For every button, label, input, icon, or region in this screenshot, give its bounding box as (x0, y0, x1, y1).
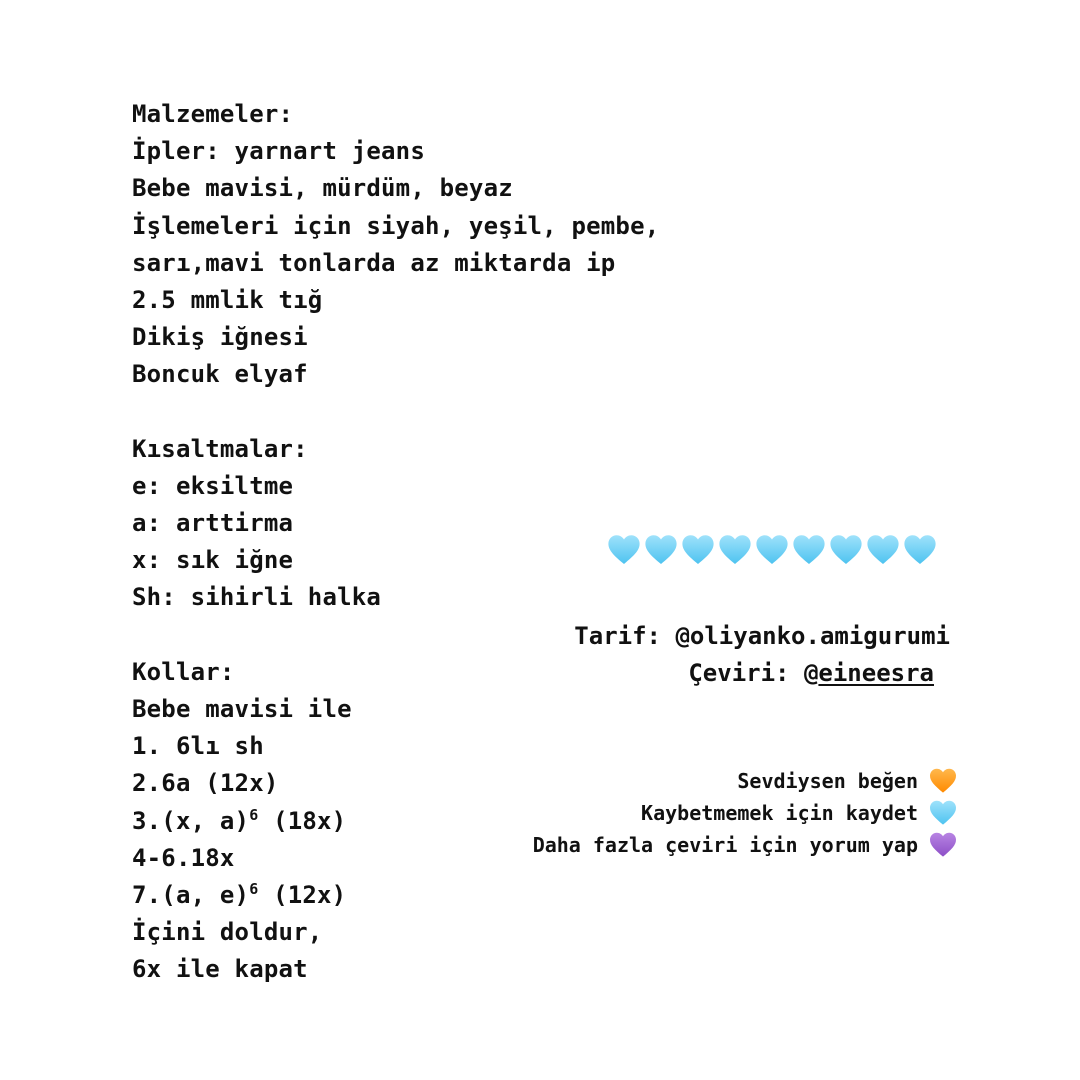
comment-prompt (533, 830, 958, 860)
translation-credit (688, 659, 934, 687)
heart-divider (606, 532, 938, 568)
abbreviations-heading: Kısaltmalar: (132, 434, 308, 463)
materials-line-stuffing: Boncuk elyaf (132, 360, 308, 389)
comment-prompt-text: Daha fazla çeviri için yorum yap (532, 833, 918, 857)
light-blue-heart-icon (865, 532, 901, 568)
light-blue-heart-icon (643, 532, 679, 568)
materials-heading: Malzemeler: (132, 100, 294, 128)
arms-row-2: 2.6a (12x) (132, 769, 279, 798)
arms-stuff-note: İçini doldur, (132, 918, 323, 947)
arms-close-note: 6x ile kapat (132, 955, 308, 984)
arms-heading: Kollar: (132, 657, 235, 686)
abbreviation-sh: Sh: sihirli halka (132, 583, 382, 612)
light-blue-heart-icon (902, 532, 938, 568)
arms-row-4-6: 4-6.18x (132, 843, 235, 872)
abbreviation-x: x: sık iğne (132, 546, 294, 575)
translation-credit-handle[interactable]: eineesra (818, 659, 934, 687)
materials-line-colors: Bebe mavisi, mürdüm, beyaz (132, 174, 513, 203)
arms-row-1: 1. 6lı sh (132, 732, 264, 761)
section-gap (132, 394, 659, 431)
abbreviation-a: a: arttirma (132, 509, 294, 538)
materials-line-embroidery: İşlemeleri için siyah, yeşil, pembe, (132, 211, 660, 240)
arms-color-note: Bebe mavisi ile (132, 695, 352, 723)
light-blue-heart-icon (606, 532, 642, 568)
abbreviation-e: e: eksiltme (132, 471, 294, 500)
light-blue-heart-icon (754, 532, 790, 568)
like-prompt (737, 766, 958, 796)
arms-row-7-stitch: 7.(a, e) (132, 880, 250, 909)
recipe-credit (574, 622, 950, 650)
materials-line-yarn: İpler: yarnart jeans (132, 137, 425, 166)
arms-row-3-repeat: 6 (249, 805, 259, 824)
materials-line-needle: Dikiş iğnesi (132, 323, 308, 352)
light-blue-heart-icon (680, 532, 716, 568)
arms-row-3-count: (18x) (258, 806, 347, 835)
light-blue-heart-icon (828, 532, 864, 568)
light-blue-heart-icon (717, 532, 753, 568)
recipe-credit-handle[interactable]: @oliyanko.amigurumi (675, 622, 950, 650)
light-blue-heart-icon (791, 532, 827, 568)
materials-line-hook: 2.5 mmlik tığ (132, 285, 323, 314)
arms-row-7 (132, 877, 659, 914)
save-prompt (641, 798, 958, 828)
materials-line-embroidery-cont: sarı,mavi tonlarda az miktarda ip (132, 248, 616, 277)
arms-row-7-repeat: 6 (249, 879, 259, 898)
arms-row-3-stitch: 3.(x, a) (132, 806, 250, 835)
light-blue-heart-icon (928, 798, 958, 828)
save-prompt-text: Kaybetmemek için kaydet (641, 801, 918, 825)
purple-heart-icon (928, 830, 958, 860)
recipe-credit-label: Tarif: (574, 622, 676, 650)
arms-row-7-count: (12x) (258, 880, 347, 909)
like-prompt-text: Sevdiysen beğen (737, 769, 918, 793)
translation-credit-label: Çeviri: @ (688, 659, 819, 687)
orange-heart-icon (928, 766, 958, 796)
